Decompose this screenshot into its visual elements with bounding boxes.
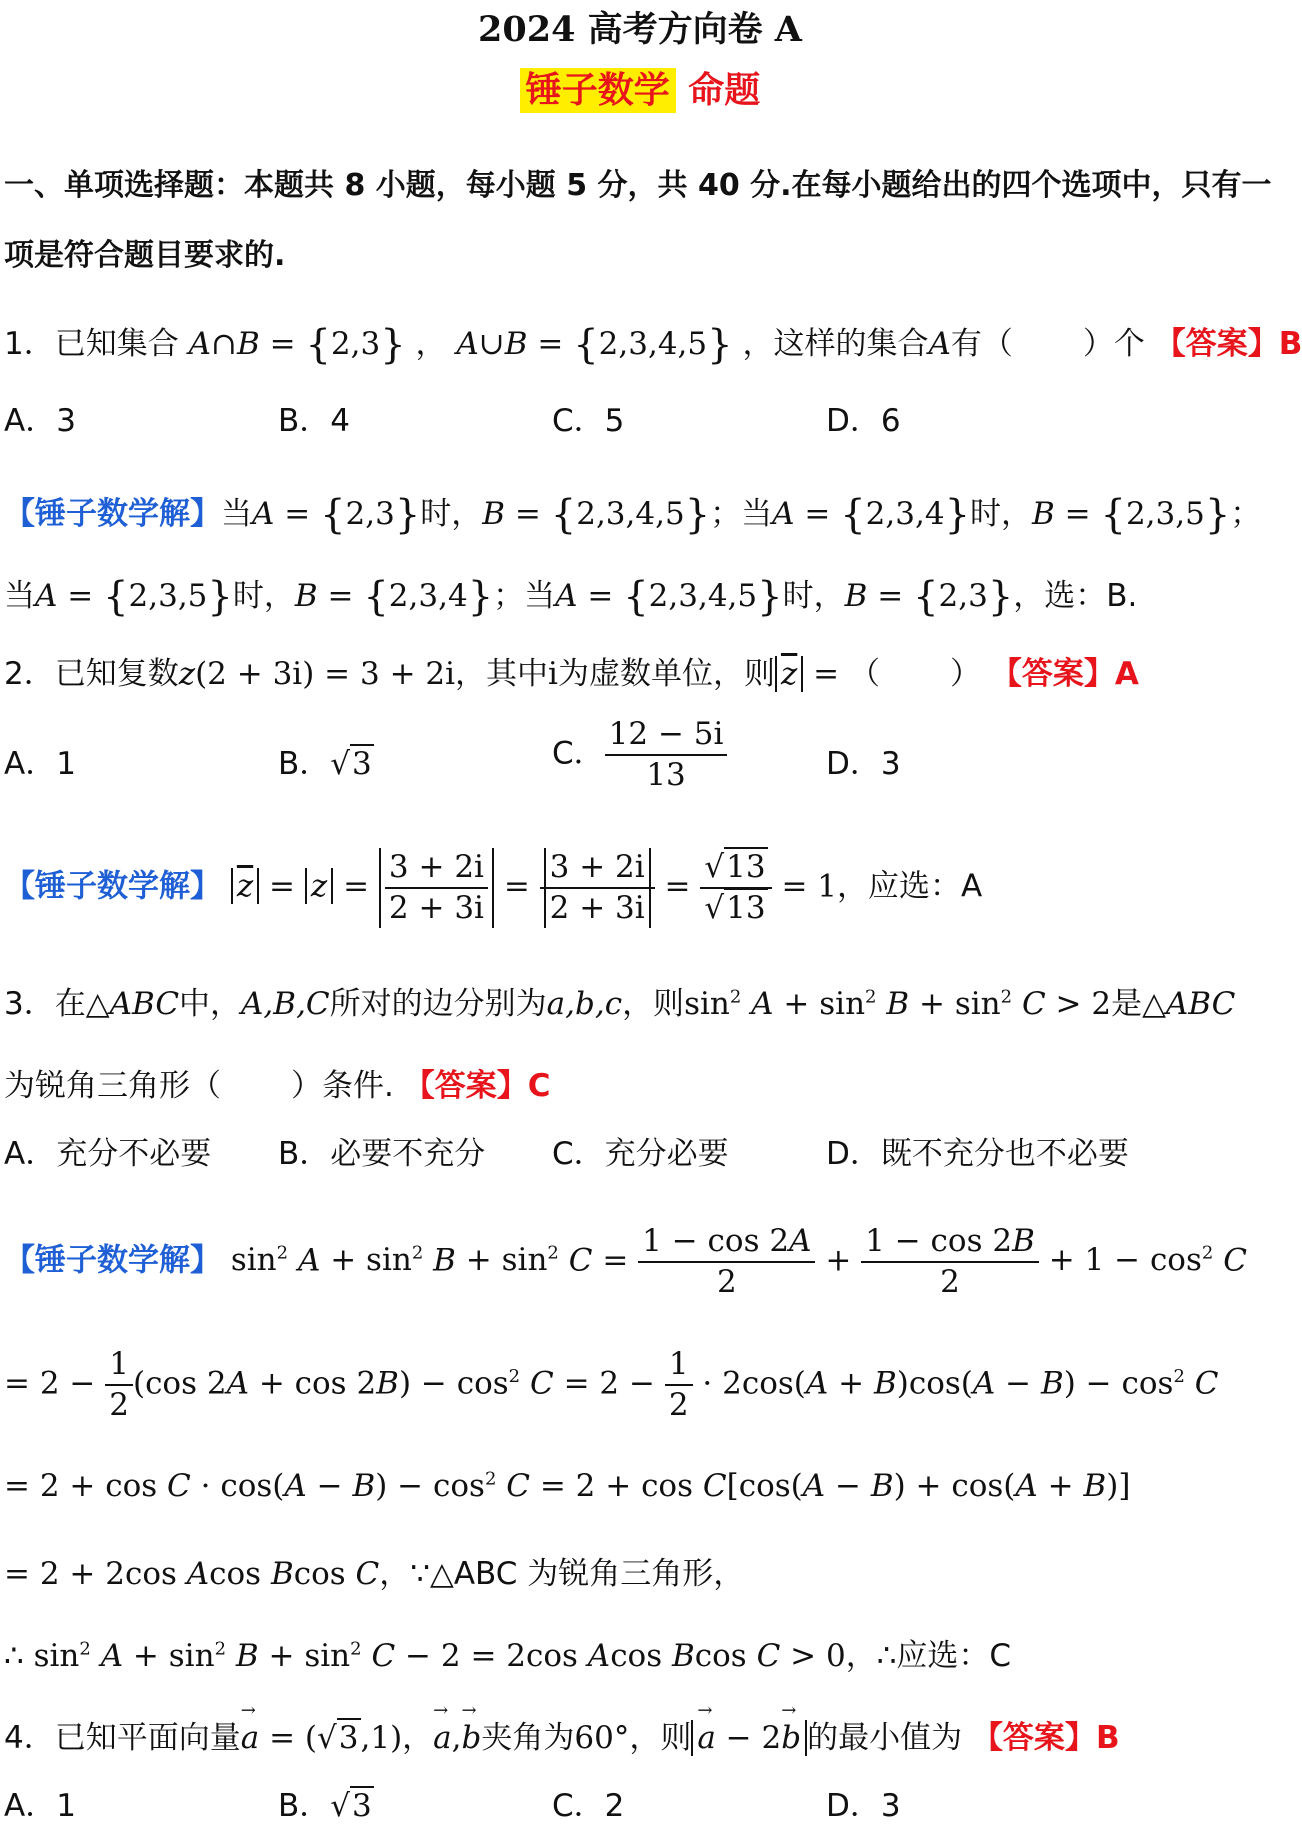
q1-solution-line1: 【锤子数学解】当A = {2,3}时，B = {2,3,4,5}；当A = {2,3,4}时，B = {2,3,5}； — [4, 492, 1262, 538]
q1-solution-label: 【锤子数学解】 — [4, 496, 221, 532]
q4-option-d: D．3 — [826, 1788, 901, 1824]
q3-solution-line2: = 2 − $\frac{1}{2}$ (cos $2A + \cos 2B) - \cos^2 C = 2$ − $\frac{1}{2}$ · $2\cos(A + B)\cos(A - B) - \cos^2 C$ — [4, 1346, 1219, 1423]
q4-option-a: A．1 — [4, 1788, 76, 1824]
q1-option-b: B．4 — [278, 403, 350, 439]
q1-option-a: A．3 — [4, 403, 76, 439]
q1-solution-line2: 当A = {2,3,5}时，B = {2,3,4}；当A = {2,3,4,5}时，B = {2,3}，选：B. — [4, 574, 1138, 620]
q3-solution-line1: 【锤子数学解】 $\sin^2 A + \sin^2 B + \sin^2 C$ = $\frac{1 - \cos 2A}{2}$ + $\frac{1 - \cos 2B}{2}$ + $1 - \cos^2 C$ — [4, 1223, 1247, 1300]
q2-solution-label: 【锤子数学解】 — [4, 868, 221, 905]
q4-answer-label: 【答案】 — [971, 1720, 1096, 1756]
q4-option-b: B．√3 — [278, 1788, 372, 1824]
section-heading-line2: 项是符合题目要求的. — [4, 238, 286, 273]
section-heading-line1: 一、单项选择题：本题共 8 小题，每小题 5 分，共 40 分.在每小题给出的四个选项中，只有一 — [4, 168, 1272, 203]
q4-answer: B — [1095, 1720, 1120, 1756]
author-highlight: 锤子数学 — [520, 68, 676, 113]
q2-answer: A — [1114, 656, 1139, 692]
q2-option-b: B．√3 — [278, 746, 372, 782]
q3-answer: C — [527, 1068, 551, 1104]
author-line — [0, 62, 1280, 113]
q3-solution-label: 【锤子数学解】 — [4, 1242, 221, 1279]
q3-solution-line3: = $2 + \cos C \cdot \cos(A - B) - \cos^2 C = 2 + \cos C[\cos(A - B) + \cos(A + B)]$ — [4, 1468, 1131, 1504]
q2-option-c: C． $\frac{12 - 5i}{13}$ — [552, 715, 727, 795]
q2-option-d: D．3 — [826, 746, 901, 782]
q1-option-c: C．5 — [552, 403, 625, 439]
q1-stem: 1．已知集合 A∩B = {2,3} ， A∪B = {2,3,4,5} ，这样的集合A有（ ）个 【答案】B — [4, 322, 1302, 368]
q2-option-a: A．1 — [4, 746, 76, 782]
q1-option-d: D．6 — [826, 403, 901, 439]
q4-option-c: C．2 — [552, 1788, 625, 1824]
q1-answer: B — [1278, 326, 1302, 362]
author-suffix: 命题 — [688, 70, 761, 111]
q2-answer-label: 【答案】 — [990, 656, 1115, 692]
q2-stem: 2．已知复数z(2 + 3i) = 3 + 2i，其中i为虚数单位，则 $\overline{z}$ = （ ） 【答案】A — [4, 656, 1139, 692]
q3-stem-line2: 为锐角三角形（ ）条件. 【答案】C — [4, 1068, 551, 1104]
q3-stem-line1: 3．在△ABC中，A,B,C所对的边分别为a,b,c，则$\sin^2 A + \sin^2 B + \sin^2 C > 2$是△ABC — [4, 986, 1236, 1022]
q3-option-d: D．既不充分也不必要 — [826, 1136, 1129, 1172]
q3-solution-line5: ∴ $\sin^2 A + \sin^2 B + \sin^2 C - 2 = 2\cos$ Acos Bcos C > 0，∴应选：C — [4, 1638, 1012, 1674]
q3-option-c: C．充分必要 — [552, 1136, 729, 1172]
q2-solution: 【锤子数学解】 $\overline{z} = z$ = $\frac{3 + 2i}{2 + 3i}$ = $\frac{3 + 2i}{2 + 3i}$ = $\frac{√13}{√13}$ = 1，应选：A — [4, 849, 983, 926]
page-title: 2024 高考方向卷 A — [478, 9, 802, 50]
q4-stem: 4．已知平面向量→ a = (√3,1)，→ a,→ b夹角为60°，则 → a − 2→ b 的最小值为 【答案】B — [4, 1712, 1120, 1757]
q1-answer-label: 【答案】 — [1154, 326, 1279, 362]
q3-option-a: A．充分不必要 — [4, 1136, 212, 1172]
q3-answer-label: 【答案】 — [403, 1068, 528, 1104]
q3-option-b: B．必要不充分 — [278, 1136, 486, 1172]
q3-solution-line4: = 2 + 2cos Acos Bcos C，∵△ABC 为锐角三角形， — [4, 1556, 745, 1592]
